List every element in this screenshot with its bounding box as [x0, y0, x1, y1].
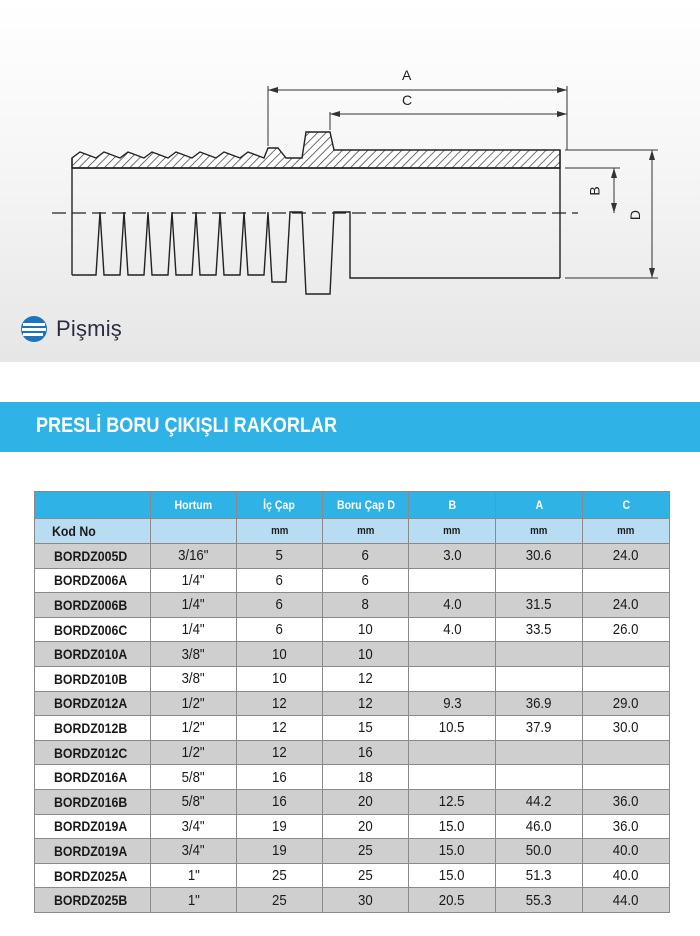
- table-row: [35, 839, 670, 864]
- cell-dim-c: 44.0: [583, 888, 670, 913]
- cell-dim-a: [496, 740, 583, 765]
- cell-ic-cap: 12: [237, 691, 323, 716]
- cell-dim-a: 44.2: [496, 789, 583, 814]
- cell-dim-a: [496, 765, 583, 790]
- cell-ic-cap: 25: [237, 888, 323, 913]
- table-row: [35, 666, 670, 691]
- table-row: [35, 593, 670, 618]
- cell-ic-cap: 12: [237, 740, 323, 765]
- table-row: [35, 814, 670, 839]
- cell-kod-no: BORDZ010A: [35, 642, 151, 667]
- header-dim-a: A: [496, 492, 583, 519]
- cell-kod-no: BORDZ006C: [35, 617, 151, 642]
- cell-kod-no: BORDZ019A: [35, 814, 151, 839]
- cell-dim-b: 12.5: [409, 789, 496, 814]
- cell-boru-cap-d: 20: [323, 789, 409, 814]
- cell-dim-b: 4.0: [409, 617, 496, 642]
- cell-hortum: 1/4": [151, 568, 237, 593]
- cell-dim-a: 33.5: [496, 617, 583, 642]
- header-dim-b: B: [409, 492, 496, 519]
- table-row: [35, 716, 670, 741]
- cell-dim-c: [583, 740, 670, 765]
- cell-boru-cap-d: 12: [323, 691, 409, 716]
- cell-hortum: 1/2": [151, 716, 237, 741]
- cell-dim-a: 46.0: [496, 814, 583, 839]
- cell-dim-c: 24.0: [583, 544, 670, 569]
- cell-dim-a: [496, 568, 583, 593]
- brand-name: Pişmiş: [56, 316, 122, 341]
- cell-dim-c: [583, 765, 670, 790]
- cell-dim-b: 4.0: [409, 593, 496, 618]
- cell-dim-b: [409, 765, 496, 790]
- cell-dim-b: [409, 642, 496, 667]
- cell-dim-b: 9.3: [409, 691, 496, 716]
- cell-ic-cap: 6: [237, 568, 323, 593]
- cell-dim-c: [583, 568, 670, 593]
- cell-dim-c: 36.0: [583, 814, 670, 839]
- unit-dim-b: mm: [409, 519, 496, 544]
- header-dim-c: C: [583, 492, 670, 519]
- fitting-cross-section-drawing: [0, 0, 700, 362]
- cell-boru-cap-d: 20: [323, 814, 409, 839]
- cell-hortum: 1/2": [151, 691, 237, 716]
- table-row: [35, 642, 670, 667]
- cell-kod-no: BORDZ016B: [35, 789, 151, 814]
- dimension-label-a: A: [402, 67, 412, 83]
- cell-dim-b: 15.0: [409, 814, 496, 839]
- cell-dim-a: 50.0: [496, 839, 583, 864]
- cell-boru-cap-d: 8: [323, 593, 409, 618]
- header-ic-cap: İç Çap: [237, 492, 323, 519]
- cell-kod-no: BORDZ006B: [35, 593, 151, 618]
- cell-dim-b: 3.0: [409, 544, 496, 569]
- cell-boru-cap-d: 18: [323, 765, 409, 790]
- cell-dim-c: 24.0: [583, 593, 670, 618]
- cell-dim-c: 36.0: [583, 789, 670, 814]
- cell-boru-cap-d: 6: [323, 568, 409, 593]
- cell-ic-cap: 12: [237, 716, 323, 741]
- cell-dim-a: 31.5: [496, 593, 583, 618]
- cell-boru-cap-d: 16: [323, 740, 409, 765]
- cell-boru-cap-d: 25: [323, 863, 409, 888]
- cell-boru-cap-d: 6: [323, 544, 409, 569]
- dimension-label-c: C: [402, 92, 413, 108]
- cell-hortum: 3/4": [151, 839, 237, 864]
- unit-ic-cap: mm: [237, 519, 323, 544]
- cell-hortum: 3/8": [151, 642, 237, 667]
- cell-dim-c: [583, 642, 670, 667]
- cell-kod-no: BORDZ005D: [35, 544, 151, 569]
- table-row: [35, 863, 670, 888]
- table-row: [35, 765, 670, 790]
- cell-boru-cap-d: 15: [323, 716, 409, 741]
- cell-hortum: 1": [151, 863, 237, 888]
- cell-kod-no: BORDZ012B: [35, 716, 151, 741]
- cell-kod-no: BORDZ012C: [35, 740, 151, 765]
- cell-dim-c: 26.0: [583, 617, 670, 642]
- specification-table: [34, 491, 670, 913]
- cell-dim-a: [496, 666, 583, 691]
- brand-logo: [20, 313, 122, 345]
- cell-ic-cap: 10: [237, 666, 323, 691]
- cell-kod-no: BORDZ019A: [35, 839, 151, 864]
- cell-ic-cap: 6: [237, 617, 323, 642]
- cell-kod-no: BORDZ006A: [35, 568, 151, 593]
- cell-dim-a: 55.3: [496, 888, 583, 913]
- cell-kod-no: BORDZ025B: [35, 888, 151, 913]
- table-header-row: [35, 492, 670, 519]
- table-row: [35, 568, 670, 593]
- cell-dim-a: [496, 642, 583, 667]
- cell-hortum: 3/4": [151, 814, 237, 839]
- unit-kod-no: Kod No: [35, 519, 151, 544]
- cell-dim-a: 30.6: [496, 544, 583, 569]
- cell-hortum: 1/4": [151, 593, 237, 618]
- cell-ic-cap: 6: [237, 593, 323, 618]
- cell-ic-cap: 16: [237, 789, 323, 814]
- section-title-bar: [0, 402, 700, 452]
- cell-hortum: 1/2": [151, 740, 237, 765]
- cell-dim-b: [409, 568, 496, 593]
- header-kod-no: [35, 492, 151, 519]
- cell-dim-b: [409, 740, 496, 765]
- cell-hortum: 1": [151, 888, 237, 913]
- cell-hortum: 5/8": [151, 789, 237, 814]
- cell-dim-a: 37.9: [496, 716, 583, 741]
- table-unit-row: [35, 519, 670, 544]
- cell-kod-no: BORDZ010B: [35, 666, 151, 691]
- table-row: [35, 691, 670, 716]
- cell-ic-cap: 10: [237, 642, 323, 667]
- cell-dim-c: [583, 666, 670, 691]
- cell-boru-cap-d: 25: [323, 839, 409, 864]
- brand-logo-icon: [20, 315, 48, 343]
- cell-boru-cap-d: 12: [323, 666, 409, 691]
- cell-dim-b: 20.5: [409, 888, 496, 913]
- cell-dim-c: 29.0: [583, 691, 670, 716]
- cell-ic-cap: 5: [237, 544, 323, 569]
- cell-dim-b: 15.0: [409, 863, 496, 888]
- header-boru-cap-d: Boru Çap D: [323, 492, 409, 519]
- cell-kod-no: BORDZ016A: [35, 765, 151, 790]
- cell-dim-c: 30.0: [583, 716, 670, 741]
- unit-dim-c: mm: [583, 519, 670, 544]
- table-row: [35, 740, 670, 765]
- cell-ic-cap: 25: [237, 863, 323, 888]
- dimension-label-d: D: [627, 209, 644, 221]
- cell-hortum: 1/4": [151, 617, 237, 642]
- table-row: [35, 617, 670, 642]
- cell-dim-a: 51.3: [496, 863, 583, 888]
- cell-dim-b: 15.0: [409, 839, 496, 864]
- technical-drawing-panel: [0, 0, 700, 362]
- cell-ic-cap: 16: [237, 765, 323, 790]
- cell-ic-cap: 19: [237, 839, 323, 864]
- cell-dim-a: 36.9: [496, 691, 583, 716]
- cell-hortum: 3/16": [151, 544, 237, 569]
- unit-boru-cap-d: mm: [323, 519, 409, 544]
- cell-dim-b: [409, 666, 496, 691]
- cell-boru-cap-d: 10: [323, 617, 409, 642]
- header-hortum: Hortum: [151, 492, 237, 519]
- cell-dim-c: 40.0: [583, 863, 670, 888]
- serrated-barb-outline: [72, 212, 560, 294]
- cell-boru-cap-d: 30: [323, 888, 409, 913]
- dimension-label-b: B: [586, 186, 603, 196]
- cell-kod-no: BORDZ012A: [35, 691, 151, 716]
- cell-hortum: 3/8": [151, 666, 237, 691]
- cell-hortum: 5/8": [151, 765, 237, 790]
- cell-kod-no: BORDZ025A: [35, 863, 151, 888]
- hatched-wall-section: [72, 132, 560, 168]
- unit-dim-a: mm: [496, 519, 583, 544]
- table-row: [35, 888, 670, 913]
- cell-boru-cap-d: 10: [323, 642, 409, 667]
- unit-hortum: [151, 519, 237, 544]
- table-row: [35, 789, 670, 814]
- section-title: PRESLİ BORU ÇIKIŞLI RAKORLAR: [36, 414, 338, 437]
- cell-dim-b: 10.5: [409, 716, 496, 741]
- cell-dim-c: 40.0: [583, 839, 670, 864]
- table-row: [35, 544, 670, 569]
- cell-ic-cap: 19: [237, 814, 323, 839]
